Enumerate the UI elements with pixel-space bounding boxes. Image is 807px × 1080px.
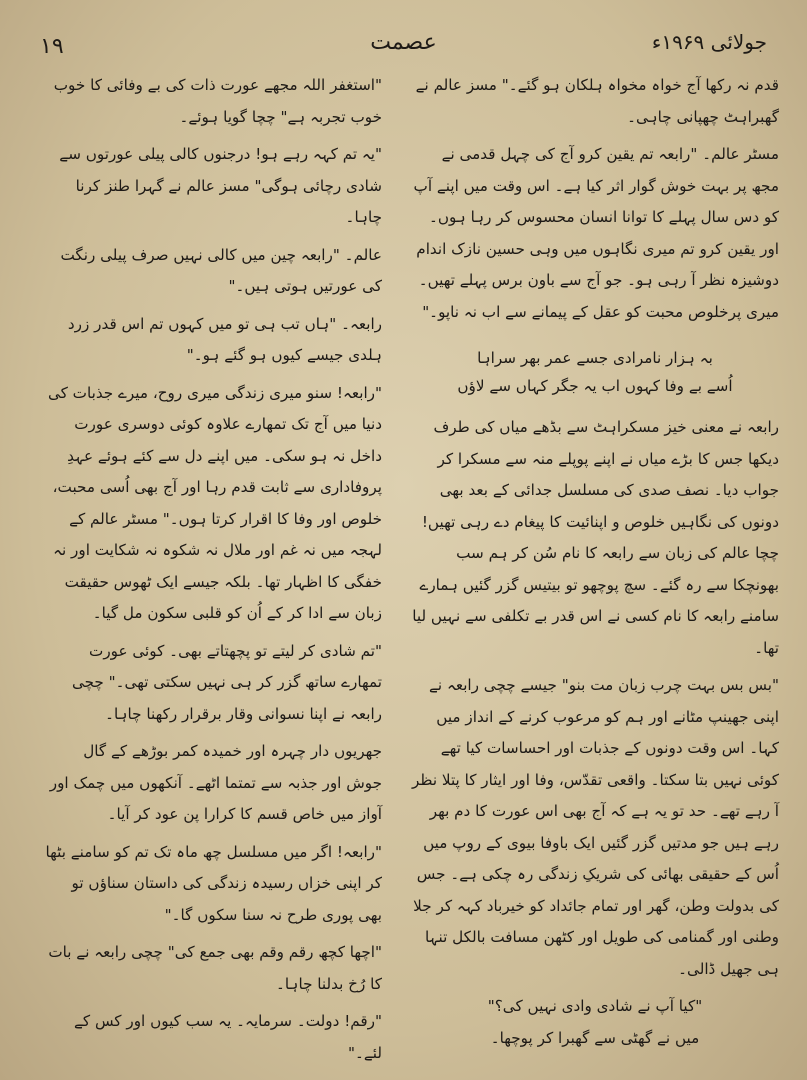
paragraph: "یہ تم کہہ رہے ہو! درجنوں کالی پیلی عورتوں سے شادی رچائی ہوگی" مسز عالم نے گہرا طنز کرنا چاہا۔: [59, 145, 382, 226]
paragraph: "رابعہ! اگر میں مسلسل چھ ماہ تک تم کو سامنے بٹھا کر اپنی خزاں رسیدہ زندگی کی داستان سناؤں تو بھی پوری طرح نہ سنا سکوں گا۔": [45, 842, 382, 924]
paragraph: میں نے گھٹی سے گھبرا کر پوچھا۔: [490, 1028, 700, 1047]
page-number: ١٩: [40, 34, 64, 59]
paragraph: رابعہ۔ "ہاں تب ہی تو میں کہوں تم اس قدر زرد ہلدی جیسے کیوں ہو گئے ہو۔": [67, 314, 382, 364]
paragraph: جھریوں دار چہرہ اور خمیدہ کمر بوڑھے کے گال جوش اور جذبہ سے تمتما اٹھے۔ آنکھوں میں چمک اور آواز میں خاص قسم کا کرارا پن عود کر آیا۔: [49, 742, 382, 823]
paragraph: مسٹر عالم۔ "رابعہ تم یقین کرو آج کی چہل قدمی نے مجھ پر بہت خوش گوار اثر کیا ہے۔ اس وقت میں اپنے آپ کو دس سال پہلے کا توانا انسان محسوس کر رہا ہوں۔ اور یقین کرو تم میری نگاہوں میں وہی حسین نازک اندام دوشیزہ نظر آ رہی ہو۔ جو آج سے باون برس پہلے تھیں۔ میری پرخلوص محبت کو عقل کے پیمانے سے اب نہ ناپو۔": [413, 145, 779, 321]
paragraph: عالم۔ "رابعہ چین میں کالی نہیں صرف پیلی رنگت کی عورتیں ہوتی ہیں۔": [60, 245, 382, 295]
paragraph: "تم شادی کر لیتے تو پچھتاتے بھی۔ کوئی عورت تمھارے ساتھ گزر کر ہی نہیں سکتی تھی۔" چچی رابعہ نے اپنا نسوانی وقار برقرار رکھنا چاہا۔: [71, 641, 382, 723]
paragraph: "رابعہ! سنو میری زندگی میری روح، میرے جذبات کی دنیا میں آج تک تمھارے علاوہ کوئی دوسری عورت داخل نہ ہو سکی۔ میں اپنے دل سے کئے ہوئے عہدِ پروفاداری سے ثابت قدم رہا اور آج بھی اُسی محبت، خلوص اور وفا کا اقرار کرتا ہوں۔" مسٹر عالم کے لہجہ میں نہ غم اور ملال نہ شکوہ نہ شکایت اور نہ خفگی کا اظہار تھا۔ بلکہ جیسے ایک ٹھوس حقیقت زبان سے ادا کر کے اُن کو قلبی سکون مل گیا۔: [47, 383, 382, 622]
paragraph: "رقم! دولت۔ سرمایہ۔ یہ سب کیوں اور کس کے لئے۔": [73, 1012, 382, 1062]
right-column: [411, 70, 779, 1060]
journal-title: عصمت: [370, 30, 437, 55]
poetry-couplet: بہ ہزار نامرادی جسے عمر بھر سراہا اُسے بے وفا کہوں اب یہ جگر کہاں سے لاؤں: [457, 349, 733, 395]
page-header: [0, 0, 807, 62]
left-column: [44, 70, 382, 1060]
paragraph: "بس بس بہت چرب زبان مت بنو" جیسے چچی رابعہ نے اپنی جھینپ مٹانے اور ہم کو مرعوب کرنے کے انداز میں کہا۔ اس وقت دونوں کے جذبات اور احساسات کیا تھے کوئی نہیں بتا سکتا۔ واقعی تقدّس، وفا اور ایثار کا پتلا نظر آ رہے تھے۔ حد تو یہ ہے کہ آج بھی اس عورت کا دم بھر رہے ہیں جو مدتیں گزر گئیں ایک باوفا بیوی کے روپ میں اُس کے حقیقی بھائی کی شریکِ زندگی رہ چکی ہے۔ جس کی بدولت وطن، گھر اور تمام جائداد کو خیرباد کہہ کر جلا وطنی اور گمنامی کی طویل اور کٹھن مسافت بالکل تنہا ہی جھیل ڈالی۔: [411, 676, 779, 978]
paragraph: "کیا آپ نے شادی وادی نہیں کی؟": [487, 997, 703, 1015]
paragraph: "استغفر اللہ مجھے عورت ذات کی بے وفائی کا خوب خوب تجربہ ہے" چچا گویا ہوئے۔: [53, 76, 382, 126]
issue-date: جولائی ۱۹۶۹ء: [651, 30, 767, 54]
paragraph: رابعہ نے معنی خیز مسکراہٹ سے بڈھے میاں کی طرف دیکھا جس کا بڑے میاں نے اپنے پوپلے منہ سے مسکرا کر جواب دیا۔ نصف صدی کی مسلسل جدائی کے بعد بھی دونوں کی نگاہیں خلوص و اپنائیت کا پیغام دے رہی تھیں! چچا عالم کی زبان سے رابعہ کا نام سُن کر ہم سب بھونچکا سے رہ گئے۔ سچ پوچھو تو بیتیس گزر گئیں ہمارے سامنے رابعہ کا نام کسی نے اس قدر بے تکلفی سے نہیں لیا تھا۔: [412, 418, 779, 657]
paragraph: "اچھا کچھ رقم وقم بھی جمع کی" چچی رابعہ نے بات کا رُخ بدلنا چاہا۔: [48, 943, 382, 993]
paragraph: قدم نہ رکھا آج خواہ مخواہ ہلکان ہو گئے۔" مسز عالم نے گھبراہٹ چھپانی چاہی۔: [415, 76, 779, 126]
